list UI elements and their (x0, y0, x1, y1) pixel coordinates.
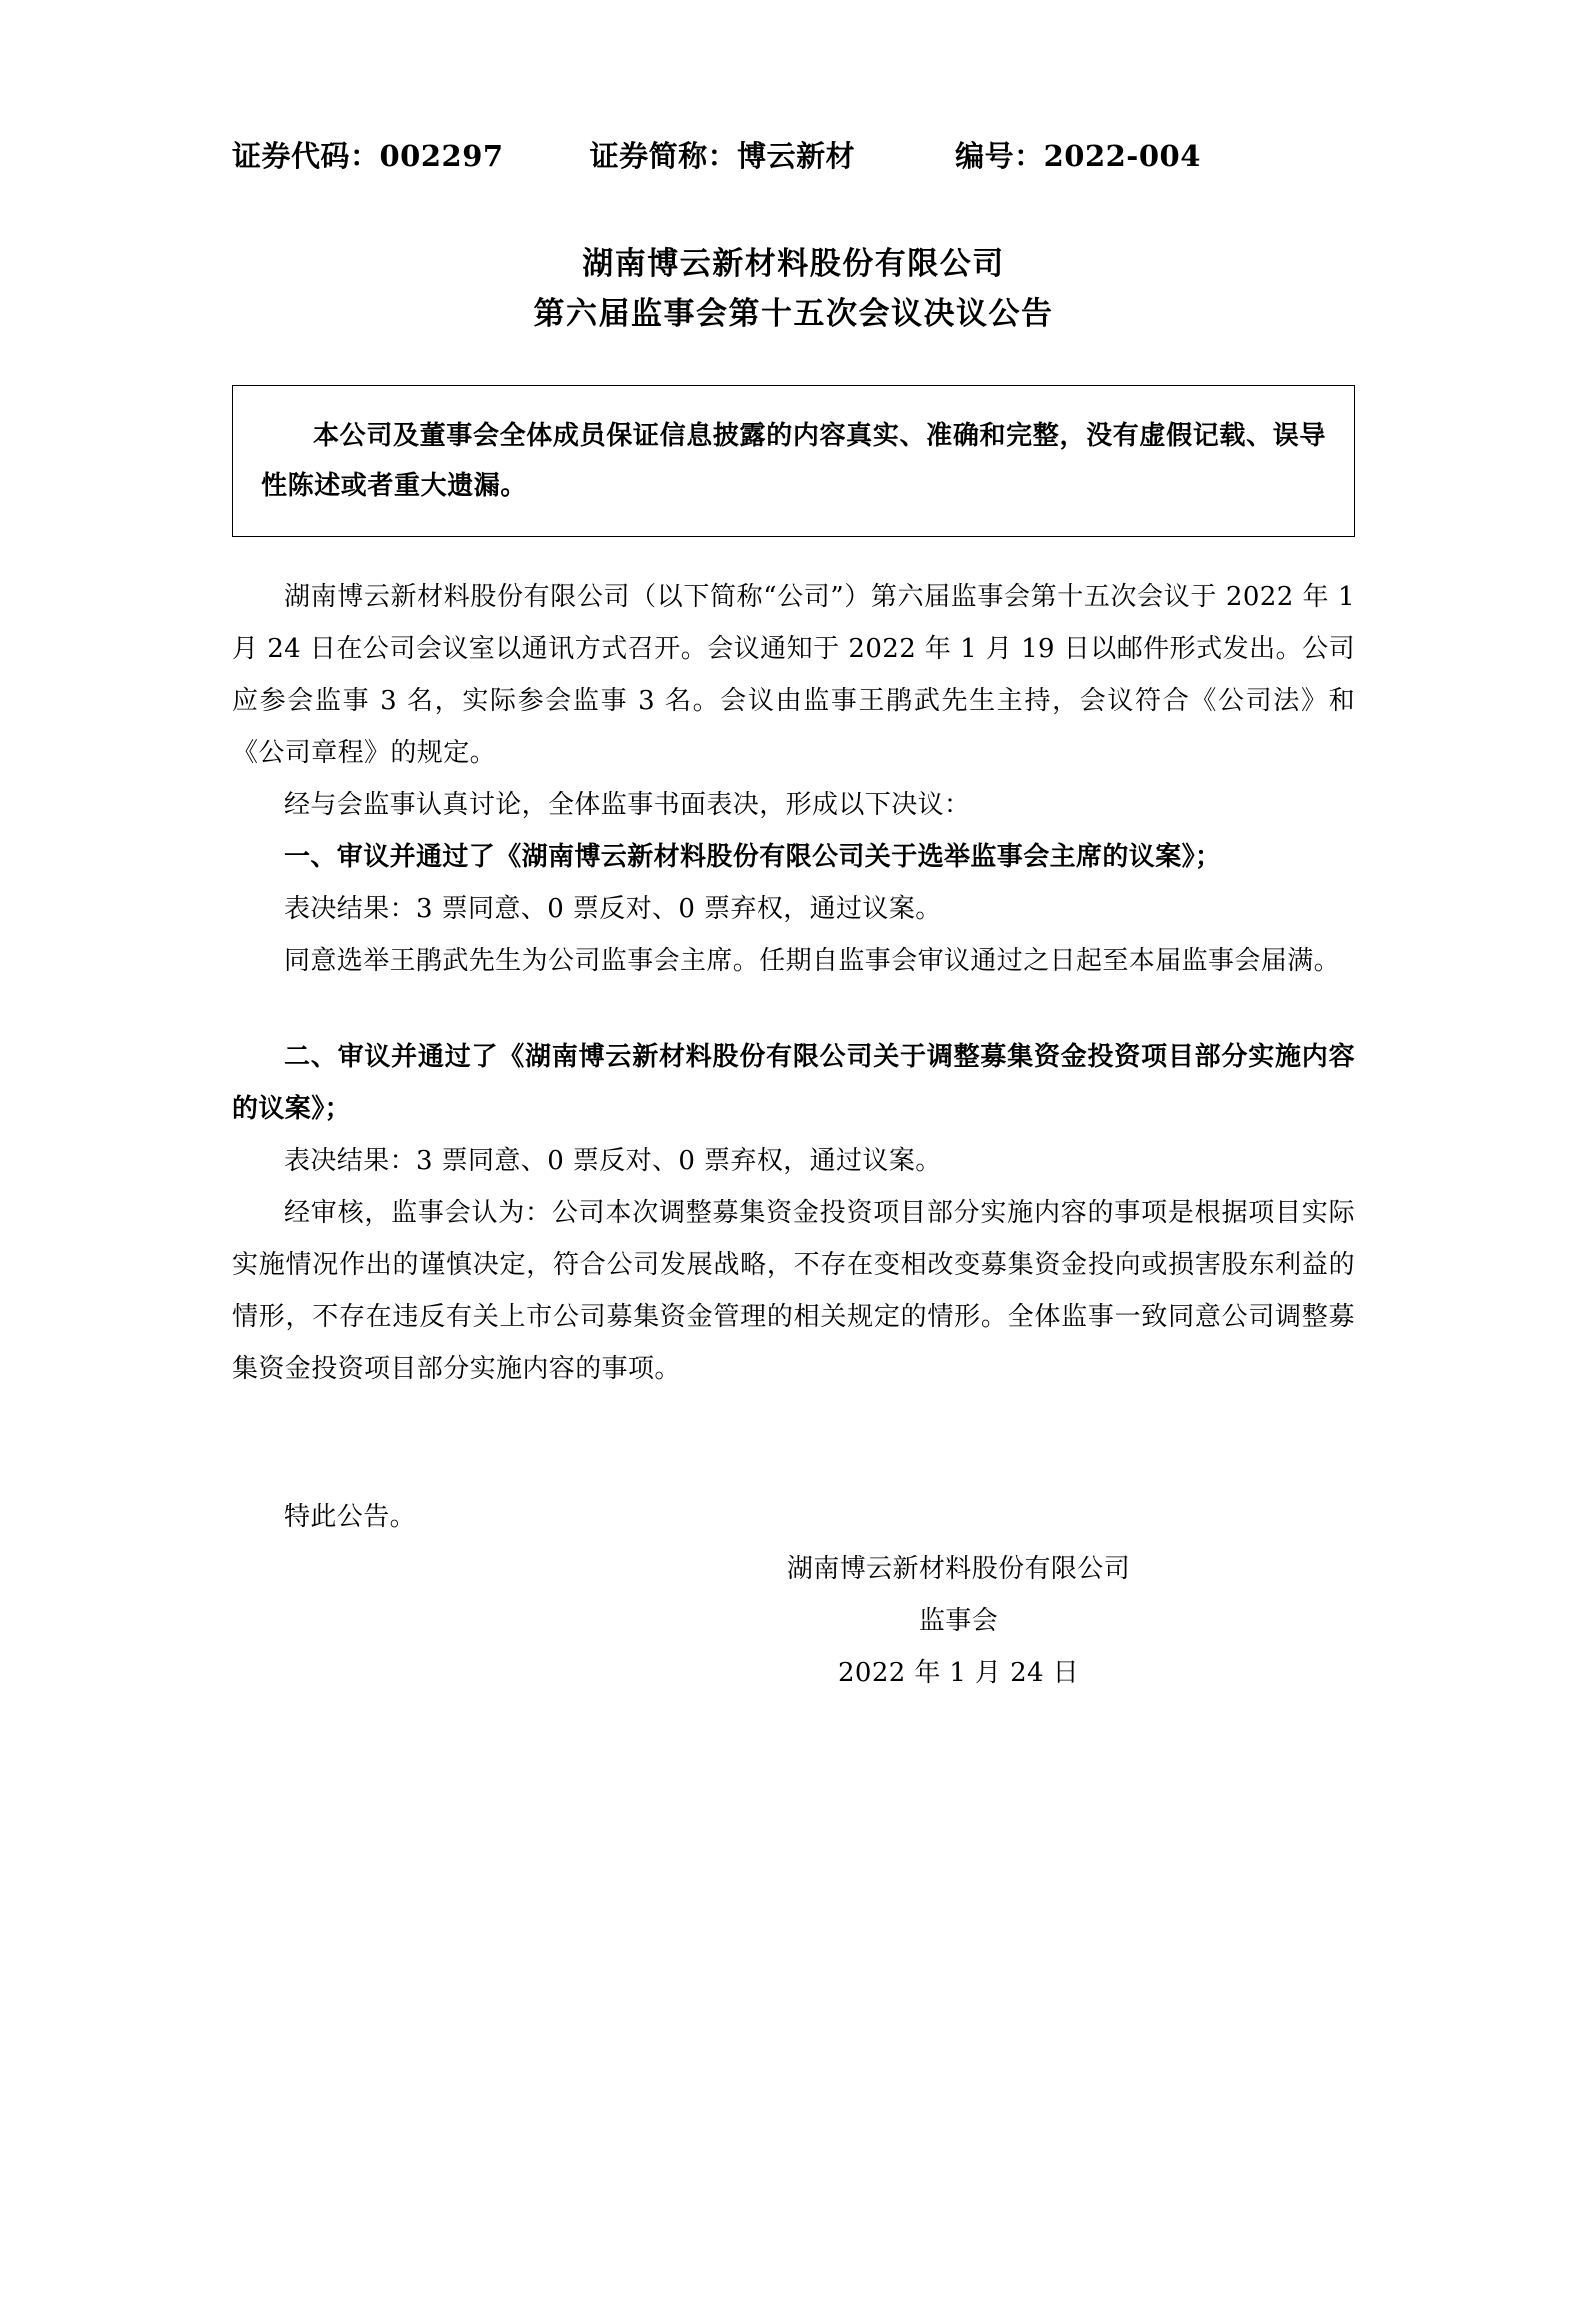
security-code: 证券代码：002297 (232, 139, 504, 173)
resolution-1-detail: 同意选举王鹃武先生为公司监事会主席。任期自监事会审议通过之日起至本届监事会届满。 (284, 946, 1341, 977)
signature-date: 2022 年 1 月 24 日 (837, 1658, 1080, 1689)
closing-spacer (232, 1395, 1355, 1491)
announcement-number: 编号：2022-004 (955, 139, 1201, 173)
resolution-2-detail: 经审核，监事会认为：公司本次调整募集资金投资项目部分实施内容的事项是根据项目实际实施情况作出的谨慎决定，符合公司发展战略，不存在变相改变募集资金投向或损害股东利益的情形，不存在违反有关上市公司募集资金管理的相关规定的情形。全体监事一致同意公司调整募集资金投资项目部分实施内容的事项。 (232, 1198, 1355, 1385)
title-line-1: 湖南博云新材料股份有限公司 (582, 246, 1005, 282)
resolution-1-title: 一、审议并通过了《湖南博云新材料股份有限公司关于选举监事会主席的议案》； (284, 842, 1222, 873)
resolution-1-vote: 表决结果：3 票同意、0 票反对、0 票弃权，通过议案。 (284, 894, 942, 925)
signature-block (232, 1543, 1355, 1699)
section-spacer (232, 987, 1355, 1031)
document-body (232, 571, 1355, 1543)
page-title (232, 239, 1355, 339)
document-header (232, 134, 1355, 175)
paragraph-meeting-info: 湖南博云新材料股份有限公司（以下简称“公司”）第六届监事会第十五次会议于 2022 年 1 月 24 日在公司会议室以通讯方式召开。会议通知于 2022 年 1 月 19 日以邮件形式发出。公司应参会监事 3 名，实际参会监事 3 名。会议由监事王鹃武先生主持，会议符合《公司法》和《公司章程》的规定。 (232, 582, 1355, 769)
resolution-2-title: 二、审议并通过了《湖南博云新材料股份有限公司关于调整募集资金投资项目部分实施内容的议案》； (232, 1042, 1355, 1125)
disclaimer-text: 本公司及董事会全体成员保证信息披露的内容真实、准确和完整，没有虚假记载、误导性陈述或者重大遗漏。 (261, 421, 1326, 502)
signature-company: 湖南博云新材料股份有限公司 (786, 1554, 1131, 1585)
security-short-name: 证券简称：博云新材 (589, 139, 856, 173)
title-line-2: 第六届监事会第十五次会议决议公告 (533, 296, 1054, 333)
closing-statement: 特此公告。 (284, 1502, 417, 1533)
signature-organ: 监事会 (918, 1606, 999, 1637)
resolution-2-vote: 表决结果：3 票同意、0 票反对、0 票弃权，通过议案。 (284, 1146, 942, 1177)
disclaimer-box (232, 385, 1355, 537)
paragraph-resolution-intro: 经与会监事认真讨论，全体监事书面表决，形成以下决议： (284, 790, 971, 821)
